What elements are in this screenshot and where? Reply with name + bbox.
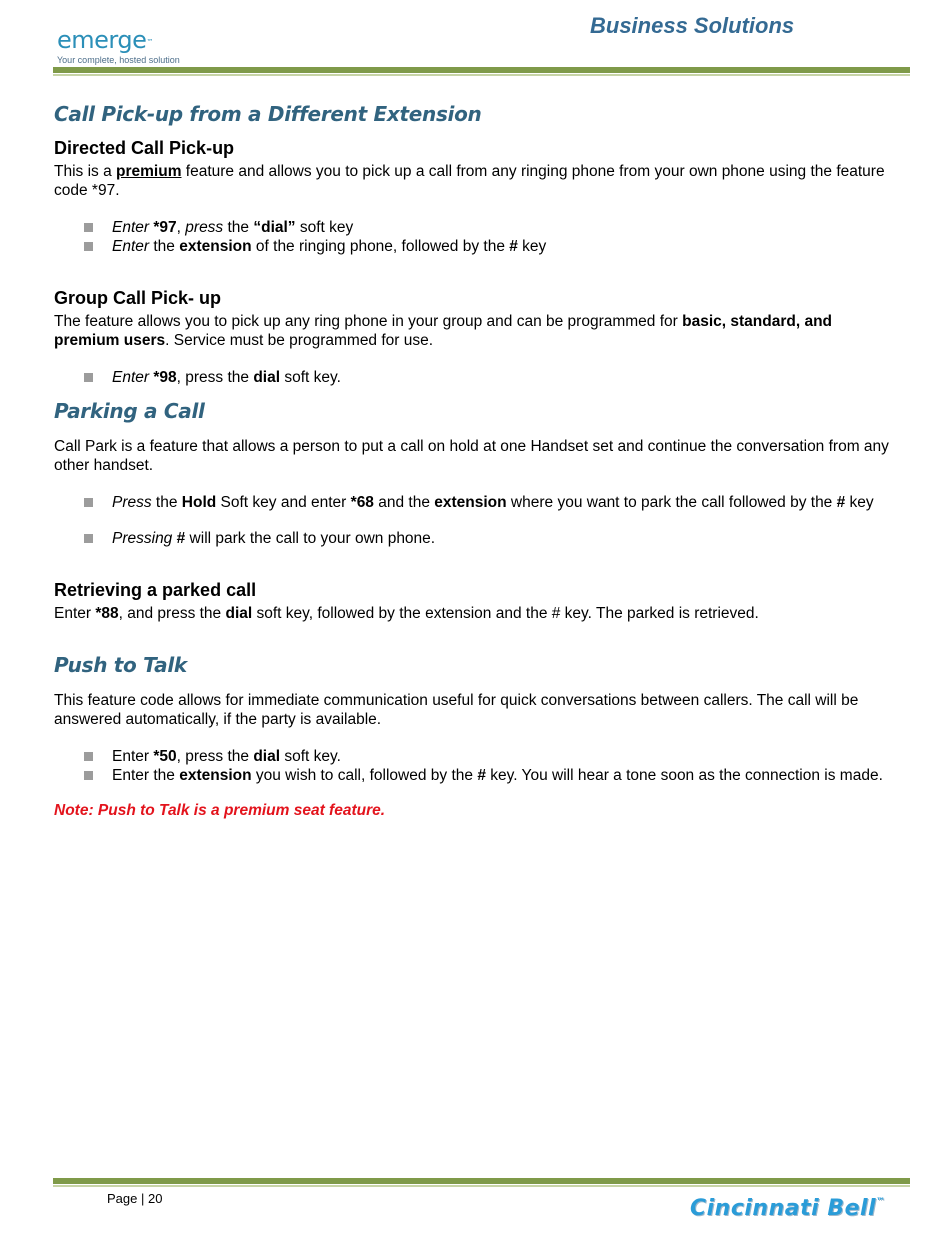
bullet-square-icon [84, 752, 93, 761]
bullet-square-icon [84, 242, 93, 251]
section-title-push-to-talk: Push to Talk [54, 653, 187, 677]
subtitle-directed-pickup: Directed Call Pick-up [54, 138, 235, 158]
header-rule [53, 67, 910, 73]
section-title-call-pickup: Call Pick-up from a Different Extension [54, 102, 482, 126]
parking-steps [54, 493, 899, 548]
subtitle-group-pickup: Group Call Pick- up [54, 288, 222, 308]
directed-pickup-steps [54, 218, 899, 256]
footer-rule [53, 1178, 910, 1184]
directed-pickup-description: This is a premium feature and allows you to pick up a call from any ringing phone from your own phone using the feature code *97. [54, 163, 885, 199]
header-title: Business Solutions [590, 13, 795, 38]
brand-name: Cincinnati Bell [690, 1196, 877, 1221]
push-to-talk-description: This feature code allows for immediate communication useful for quick conversations between callers. The call will be answered automatically, if the party is available. [54, 692, 859, 728]
bullet-square-icon [84, 373, 93, 382]
subtitle-retrieving: Retrieving a parked call [54, 580, 257, 600]
push-to-talk-steps [54, 747, 899, 785]
premium-emphasis: premium [116, 163, 182, 180]
page-number: Page | 20 [107, 1191, 163, 1206]
list-item: Enter the extension of the ringing phone, followed by the # key [54, 237, 899, 256]
cincinnati-bell-logo [690, 1196, 886, 1221]
brand-trademark: ™ [876, 1197, 886, 1207]
header-rule-shadow [53, 74, 910, 76]
list-item: Press the Hold Soft key and enter *68 and the extension where you want to park the call followed by the # key [54, 493, 899, 512]
parking-description: Call Park is a feature that allows a person to put a call on hold at one Handset set and continue the conversation from any other handset. [54, 438, 889, 474]
section-title-parking: Parking a Call [54, 399, 205, 423]
logo-word: emerge [57, 26, 147, 54]
page-content [54, 100, 899, 820]
retrieving-description: Enter *88, and press the dial soft key, followed by the extension and the # key. The parked is retrieved. [54, 605, 759, 622]
bullet-square-icon [84, 223, 93, 232]
list-item: Pressing # will park the call to your own phone. [54, 529, 899, 548]
group-pickup-description: The feature allows you to pick up any ring phone in your group and can be programmed for basic, standard, and premium users. Service must be programmed for use. [54, 313, 833, 349]
bullet-square-icon [84, 498, 93, 507]
group-pickup-steps [54, 368, 899, 387]
footer-rule-shadow [53, 1185, 910, 1187]
emerge-logo [57, 26, 180, 65]
bullet-square-icon [84, 534, 93, 543]
bullet-square-icon [84, 771, 93, 780]
list-item: Enter *50, press the dial soft key. [54, 747, 899, 766]
logo-tagline: Your complete, hosted solution [57, 55, 180, 65]
list-item: Enter *97, press the “dial” soft key [54, 218, 899, 237]
list-item: Enter *98, press the dial soft key. [54, 368, 899, 387]
premium-seat-note: Note: Push to Talk is a premium seat feature. [54, 802, 386, 819]
logo-trademark: ™ [146, 38, 153, 46]
list-item: Enter the extension you wish to call, followed by the # key. You will hear a tone soon as the connection is made. [54, 766, 899, 785]
